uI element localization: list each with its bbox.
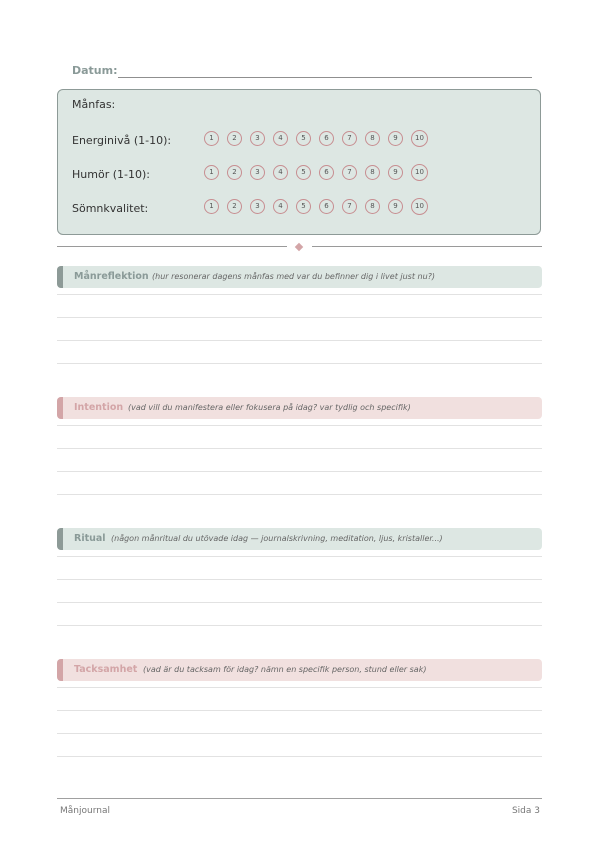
writing-line[interactable]	[57, 317, 542, 318]
section-hint: (hur resonerar dagens månfas med var du befinner dig i livet just nu?)	[152, 272, 436, 281]
rating-label: Humör (1-10):	[72, 168, 150, 181]
section-title: Tacksamhet	[74, 664, 138, 675]
writing-line[interactable]	[57, 471, 542, 472]
rating-option[interactable]: 10	[411, 164, 428, 181]
section-accent-bar	[57, 528, 63, 550]
section-hint: (vad är du tacksam för idag? nämn en specifik person, stund eller sak)	[143, 665, 427, 674]
writing-line[interactable]	[57, 494, 542, 495]
rating-label: Sömnkvalitet:	[72, 202, 149, 215]
rating-option[interactable]: 9	[388, 199, 403, 214]
rating-option[interactable]: 8	[365, 131, 380, 146]
rating-option[interactable]: 4	[273, 199, 288, 214]
rating-option[interactable]: 2	[227, 165, 242, 180]
daily-check-panel	[57, 89, 541, 235]
writing-line[interactable]	[57, 710, 542, 711]
rating-option[interactable]: 6	[319, 199, 334, 214]
section-accent-bar	[57, 266, 63, 288]
rating-option[interactable]: 6	[319, 131, 334, 146]
rating-option[interactable]: 9	[388, 131, 403, 146]
writing-line[interactable]	[57, 602, 542, 603]
rating-option[interactable]: 5	[296, 131, 311, 146]
rating-option[interactable]: 1	[204, 131, 219, 146]
rating-option[interactable]: 10	[411, 198, 428, 215]
writing-line[interactable]	[57, 579, 542, 580]
writing-line[interactable]	[57, 363, 542, 364]
rating-option[interactable]: 3	[250, 199, 265, 214]
rating-option[interactable]: 8	[365, 199, 380, 214]
section-title: Ritual	[74, 533, 106, 544]
rating-option[interactable]: 7	[342, 165, 357, 180]
section-header-ritual	[57, 528, 542, 550]
writing-line[interactable]	[57, 448, 542, 449]
writing-line[interactable]	[57, 733, 542, 734]
date-input-line[interactable]	[118, 77, 532, 78]
rating-option[interactable]: 5	[296, 199, 311, 214]
rating-option[interactable]: 3	[250, 131, 265, 146]
writing-line[interactable]	[57, 687, 542, 688]
section-title: Intention	[74, 402, 124, 413]
rating-option[interactable]: 4	[273, 165, 288, 180]
section-title: Månreflektion	[74, 271, 149, 282]
section-hint: (någon månritual du utövade idag — journalskrivning, meditation, ljus, kristaller...)	[111, 534, 443, 543]
rating-option[interactable]: 5	[296, 165, 311, 180]
rating-option[interactable]: 4	[273, 131, 288, 146]
writing-line[interactable]	[57, 425, 542, 426]
footer-divider	[57, 798, 542, 799]
section-header-manreflektion	[57, 266, 542, 288]
rating-option[interactable]: 10	[411, 130, 428, 147]
section-header-intention	[57, 397, 542, 419]
date-label: Datum:	[72, 64, 118, 77]
rating-option[interactable]: 1	[204, 165, 219, 180]
footer-page-number: Sida 3	[511, 806, 540, 816]
rating-option[interactable]: 8	[365, 165, 380, 180]
rating-option[interactable]: 2	[227, 199, 242, 214]
footer-journal-name: Månjournal	[60, 806, 110, 816]
writing-line[interactable]	[57, 340, 542, 341]
date-row	[72, 62, 532, 80]
divider-left	[57, 246, 287, 249]
rating-option[interactable]: 3	[250, 165, 265, 180]
moon-phase-label: Månfas:	[72, 98, 116, 111]
section-accent-bar	[57, 397, 63, 419]
writing-line[interactable]	[57, 556, 542, 557]
writing-line[interactable]	[57, 756, 542, 757]
rating-option[interactable]: 1	[204, 199, 219, 214]
divider-right	[312, 246, 542, 249]
rating-option[interactable]: 7	[342, 199, 357, 214]
rating-option[interactable]: 6	[319, 165, 334, 180]
writing-line[interactable]	[57, 294, 542, 295]
section-hint: (vad vill du manifestera eller fokusera på idag? var tydlig och specifik)	[128, 403, 411, 412]
section-accent-bar	[57, 659, 63, 681]
diamond-ornament-icon	[295, 243, 303, 251]
rating-label: Energinivå (1-10):	[72, 134, 172, 147]
section-header-tacksamhet	[57, 659, 542, 681]
rating-option[interactable]: 9	[388, 165, 403, 180]
rating-option[interactable]: 2	[227, 131, 242, 146]
writing-line[interactable]	[57, 625, 542, 626]
rating-option[interactable]: 7	[342, 131, 357, 146]
